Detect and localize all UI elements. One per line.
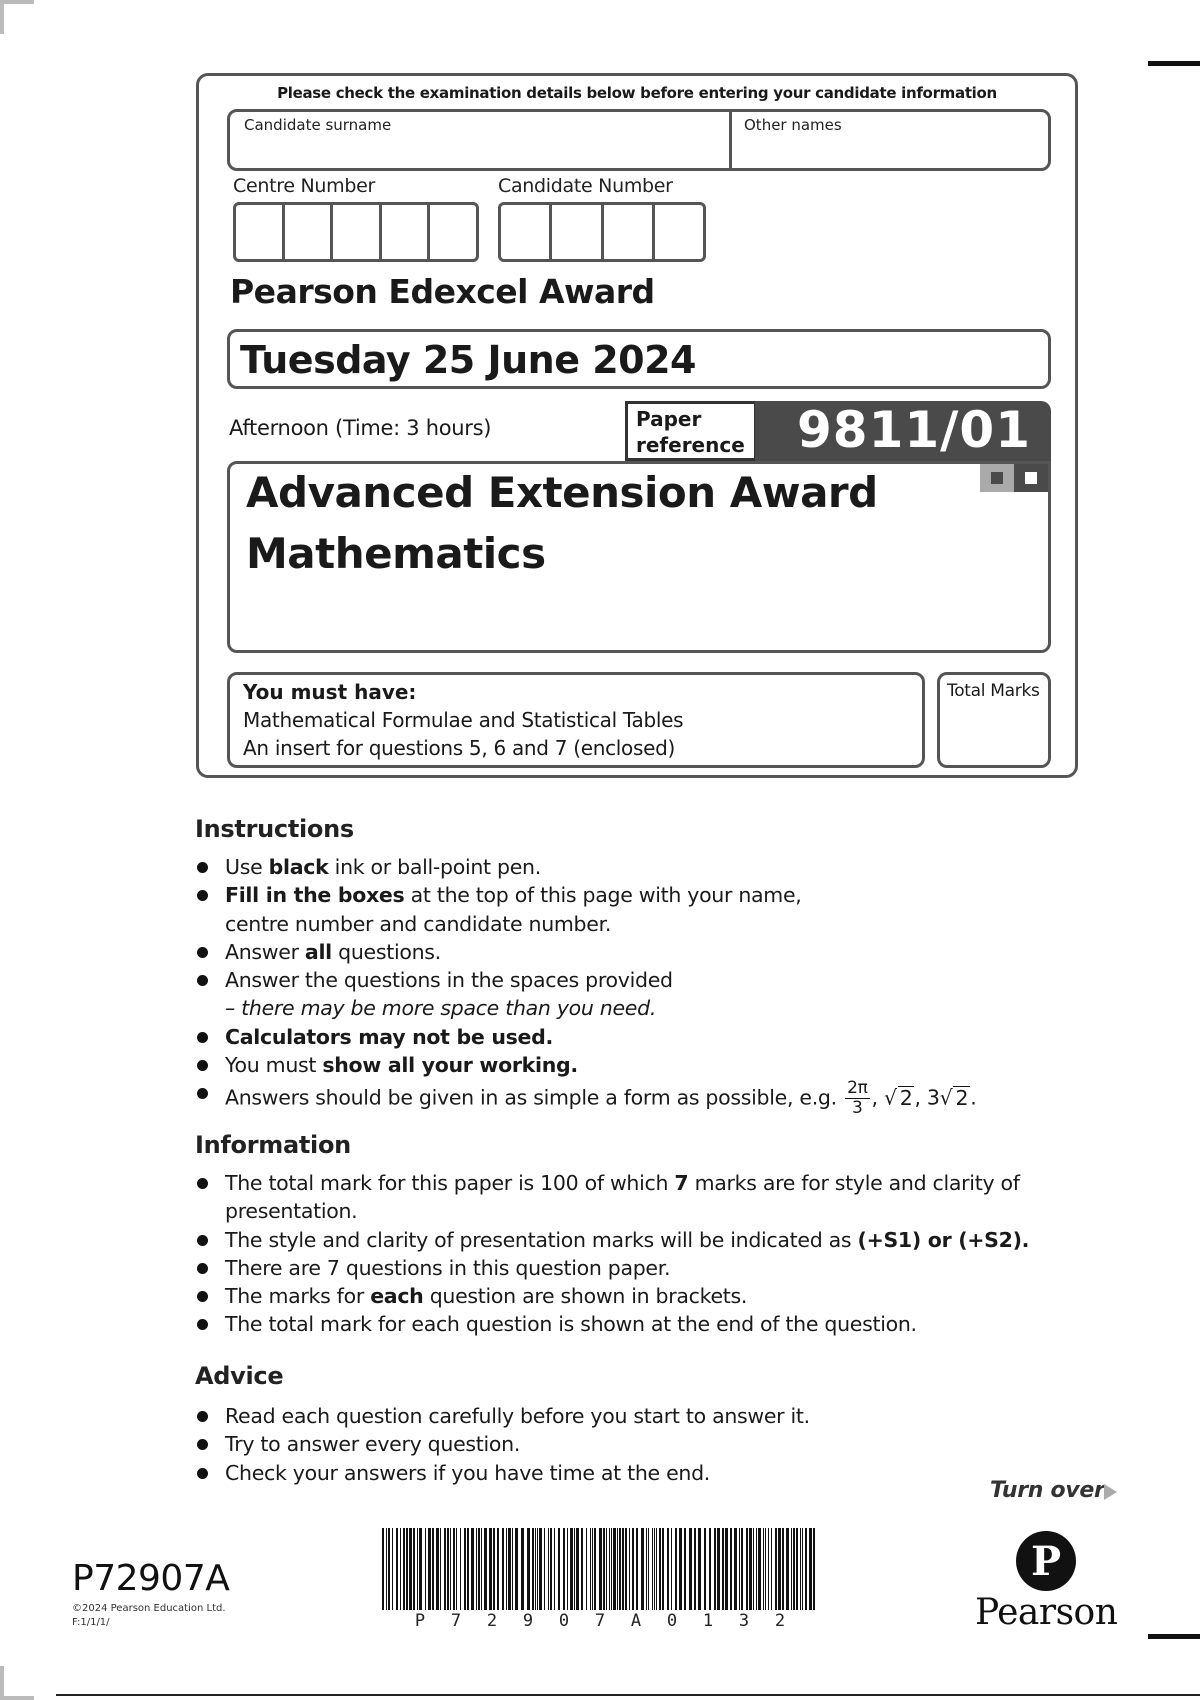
list-item: Answer the questions in the spaces provided – there may be more space than you need. [195,966,976,1023]
barcode-bar [617,1528,618,1610]
barcode-bar [763,1528,764,1610]
crop-mark [0,0,34,4]
list-item: Fill in the boxes at the top of this page with your name, centre number and candidate number. [195,881,976,938]
barcode-bar [428,1528,431,1610]
indicator-square [1014,464,1048,492]
barcode-digit: 7 [450,1611,462,1631]
barcode-bar [440,1528,441,1610]
barcode-digit: 2 [486,1611,498,1631]
barcode-bar [689,1528,692,1610]
barcode-bar [636,1528,638,1610]
barcode-bar [603,1528,605,1610]
copyright: ©2024 Pearson Education Ltd. [72,1603,226,1614]
list-item: There are 7 questions in this question paper. [195,1254,1029,1282]
barcode-digit: 2 [774,1611,786,1631]
barcode-bar [646,1528,647,1610]
other-names-label: Other names [744,116,842,134]
barcode-bar [805,1528,807,1610]
barcode-bar [456,1528,457,1610]
list-item: Answers should be given in as simple a form as possible, e.g. $\frac{2\pi}{3}$ , √ 2, 3√ 2. [195,1079,976,1118]
subject-title: Advanced Extension Award [246,468,878,517]
information-heading: Information [195,1131,351,1159]
barcode-bar [771,1528,772,1610]
barcode-bar [809,1528,812,1610]
barcode-bar [576,1528,579,1610]
subject-title: Mathematics [246,529,546,578]
total-marks-box[interactable] [937,672,1051,768]
barcode-bar [704,1528,706,1610]
barcode-bar [467,1528,469,1610]
crop-mark [0,1666,4,1700]
information-list [195,1169,1029,1339]
barcode-bar [581,1528,583,1610]
barcode-bar [662,1528,664,1610]
barcode-bar [791,1528,792,1610]
tier-indicator [980,464,1048,492]
barcode-bar [609,1528,610,1610]
barcode-bar [694,1528,696,1610]
list-item: Read each question carefully before you start to answer it. [195,1402,810,1430]
digit-cell[interactable] [430,205,476,259]
instructions-list [195,853,976,1118]
paper-reference-label: Paper [636,407,702,431]
requirement-item: Mathematical Formulae and Statistical Tables [243,708,684,732]
barcode-bar [667,1528,669,1610]
barcode-bar [768,1528,769,1610]
barcode-bar [444,1528,446,1610]
barcode-digit: 9 [522,1611,534,1631]
barcode-bar [493,1528,495,1610]
pearson-logo-letter: P [1030,1538,1062,1585]
barcode [382,1528,818,1610]
barcode-digit: 0 [558,1611,570,1631]
list-item: You must show all your working. [195,1051,976,1079]
barcode-bar [613,1528,616,1610]
barcode-bar [539,1528,542,1610]
crop-mark [0,0,4,34]
barcode-digit: A [630,1611,642,1631]
barcode-bar [586,1528,587,1610]
barcode-bar [722,1528,724,1610]
barcode-bar [619,1528,621,1610]
paper-reference-label: reference [636,433,745,457]
barcode-bar [717,1528,720,1610]
barcode-bar [648,1528,649,1610]
exam-session: Afternoon (Time: 3 hours) [229,416,492,440]
barcode-bar [684,1528,686,1610]
pearson-logo-icon [1015,1530,1077,1592]
list-item: Check your answers if you have time at the end. [195,1459,810,1487]
barcode-bar [388,1528,390,1610]
barcode-bar [558,1528,560,1610]
list-item: The marks for each question are shown in brackets. [195,1282,1029,1310]
barcode-bar [471,1528,474,1610]
crop-mark [0,1696,34,1700]
barcode-bar [782,1528,784,1610]
list-item: Use black ink or ball-point pen. [195,853,976,881]
registration-mark-top [1148,61,1200,66]
barcode-bar [527,1528,530,1610]
barcode-bar [554,1528,555,1610]
barcode-bar [574,1528,575,1610]
paper-reference-box [755,401,1051,461]
requirement-item: An insert for questions 5, 6 and 7 (enclosed) [243,736,676,760]
barcode-bar [537,1528,538,1610]
publisher-name: Pearson [975,1592,1118,1633]
fraction: $\frac{2\pi}{3}$ [847,1078,868,1119]
barcode-bar [746,1528,748,1610]
paper-reference-number: 9811/01 [797,401,1032,459]
barcode-digit: 1 [702,1611,714,1631]
barcode-bar [447,1528,449,1610]
barcode-bar [450,1528,451,1610]
barcode-bar [548,1528,549,1610]
barcode-digit: 3 [738,1611,750,1631]
barcode-bar [606,1528,607,1610]
barcode-bar [550,1528,552,1610]
barcode-bar [484,1528,487,1610]
barcode-bar [544,1528,545,1610]
barcode-bar [403,1528,405,1610]
barcode-bar [775,1528,777,1610]
barcode-bar [739,1528,740,1610]
bottom-rule [56,1694,1200,1696]
barcode-bar [629,1528,630,1610]
barcode-bar [567,1528,568,1610]
turn-over-note: Turn over [990,1478,1105,1503]
barcode-digit: P [414,1611,426,1631]
barcode-bar [481,1528,482,1610]
barcode-bar [535,1528,536,1610]
barcode-bar [512,1528,513,1610]
barcode-bar [753,1528,754,1610]
barcode-bar [652,1528,653,1610]
barcode-bar [800,1528,801,1610]
barcode-bar [497,1528,499,1610]
requirements-box [227,672,925,768]
candidate-number-input[interactable] [498,202,706,262]
barcode-bar [386,1528,387,1610]
exam-date: Tuesday 25 June 2024 [240,338,696,382]
barcode-bar [506,1528,507,1610]
barcode-bar [813,1528,815,1610]
barcode-bar [594,1528,596,1610]
barcode-bar [659,1528,661,1610]
name-field-divider [729,112,732,168]
barcode-bar [489,1528,492,1610]
barcode-bar [786,1528,789,1610]
digit-cell[interactable] [552,205,603,259]
barcode-bar [502,1528,504,1610]
barcode-bar [749,1528,752,1610]
barcode-bar [436,1528,439,1610]
barcode-bar [476,1528,477,1610]
barcode-bar [532,1528,534,1610]
barcode-bar [622,1528,624,1610]
barcode-bar [714,1528,716,1610]
barcode-digits [382,1611,818,1631]
candidate-info-panel [196,73,1078,778]
barcode-bar [406,1528,408,1610]
barcode-bar [709,1528,711,1610]
paper-reference-label-box [625,401,757,461]
indicator-square [980,464,1014,492]
barcode-bar [396,1528,398,1610]
requirements-heading: You must have: [243,680,417,704]
barcode-bar [563,1528,565,1610]
barcode-bar [656,1528,657,1610]
barcode-bar [478,1528,480,1610]
barcode-bar [632,1528,634,1610]
registration-mark-bottom [1148,1634,1200,1639]
barcode-bar [400,1528,401,1610]
barcode-bar [432,1528,434,1610]
digit-cell[interactable] [604,205,655,259]
candidate-surname-label: Candidate surname [244,116,392,134]
barcode-bar [508,1528,511,1610]
barcode-bar [765,1528,766,1610]
barcode-bar [671,1528,672,1610]
barcode-bar [756,1528,757,1610]
barcode-bar [778,1528,781,1610]
barcode-bar [734,1528,737,1610]
advice-list [195,1402,810,1487]
barcode-bar [675,1528,677,1610]
exam-date-box [227,329,1051,389]
barcode-bar [793,1528,795,1610]
barcode-bar [802,1528,803,1610]
advice-heading: Advice [195,1362,284,1390]
digit-cell[interactable] [333,205,382,259]
turn-over-arrow-icon [1104,1484,1117,1500]
barcode-bar [796,1528,798,1610]
barcode-bar [382,1528,384,1610]
barcode-bar [515,1528,518,1610]
list-item: The total mark for each question is shown at the end of the question. [195,1310,1029,1338]
centre-number-label: Centre Number [233,175,375,197]
list-item: The style and clarity of presentation marks will be indicated as (+S1) or (+S2). [195,1226,1029,1254]
check-details-note: Please check the examination details below before entering your candidate information [277,84,997,102]
barcode-bar [654,1528,655,1610]
barcode-bar [611,1528,612,1610]
barcode-bar [730,1528,732,1610]
list-item: Answer all questions. [195,938,976,966]
barcode-bar [625,1528,627,1610]
barcode-bar [725,1528,728,1610]
instructions-heading: Instructions [195,815,354,843]
digit-cell[interactable] [501,205,552,259]
digit-cell[interactable] [236,205,285,259]
digit-cell[interactable] [655,205,703,259]
version-code: F:1/1/1/ [72,1617,110,1628]
barcode-bar [758,1528,761,1610]
barcode-bar [570,1528,573,1610]
barcode-bar [679,1528,682,1610]
digit-cell[interactable] [382,205,431,259]
barcode-bar [521,1528,524,1610]
digit-cell[interactable] [285,205,334,259]
award-heading: Pearson Edexcel Award [230,272,655,311]
total-marks-label: Total Marks [947,681,1040,701]
barcode-bar [425,1528,426,1610]
barcode-bar [590,1528,591,1610]
barcode-bar [460,1528,461,1610]
candidate-name-fields [227,109,1051,171]
barcode-bar [413,1528,415,1610]
barcode-bar [419,1528,422,1610]
paper-code: P72907A [72,1558,230,1599]
barcode-bar [592,1528,593,1610]
barcode-bar [741,1528,743,1610]
barcode-bar [641,1528,644,1610]
barcode-bar [599,1528,602,1610]
centre-number-input[interactable] [233,202,479,262]
barcode-bar [464,1528,466,1610]
barcode-bar [392,1528,393,1610]
barcode-bar [453,1528,455,1610]
list-item: The total mark for this paper is 100 of which 7 marks are for style and clarity of presentation. [195,1169,1029,1226]
barcode-digit: 0 [666,1611,678,1631]
candidate-number-label: Candidate Number [498,175,673,197]
barcode-bar [698,1528,701,1610]
barcode-bar [409,1528,412,1610]
list-item: Try to answer every question. [195,1430,810,1458]
list-item: Calculators may not be used. [195,1023,976,1051]
barcode-digit: 7 [594,1611,606,1631]
barcode-bar [417,1528,418,1610]
subject-title-box [227,461,1051,653]
